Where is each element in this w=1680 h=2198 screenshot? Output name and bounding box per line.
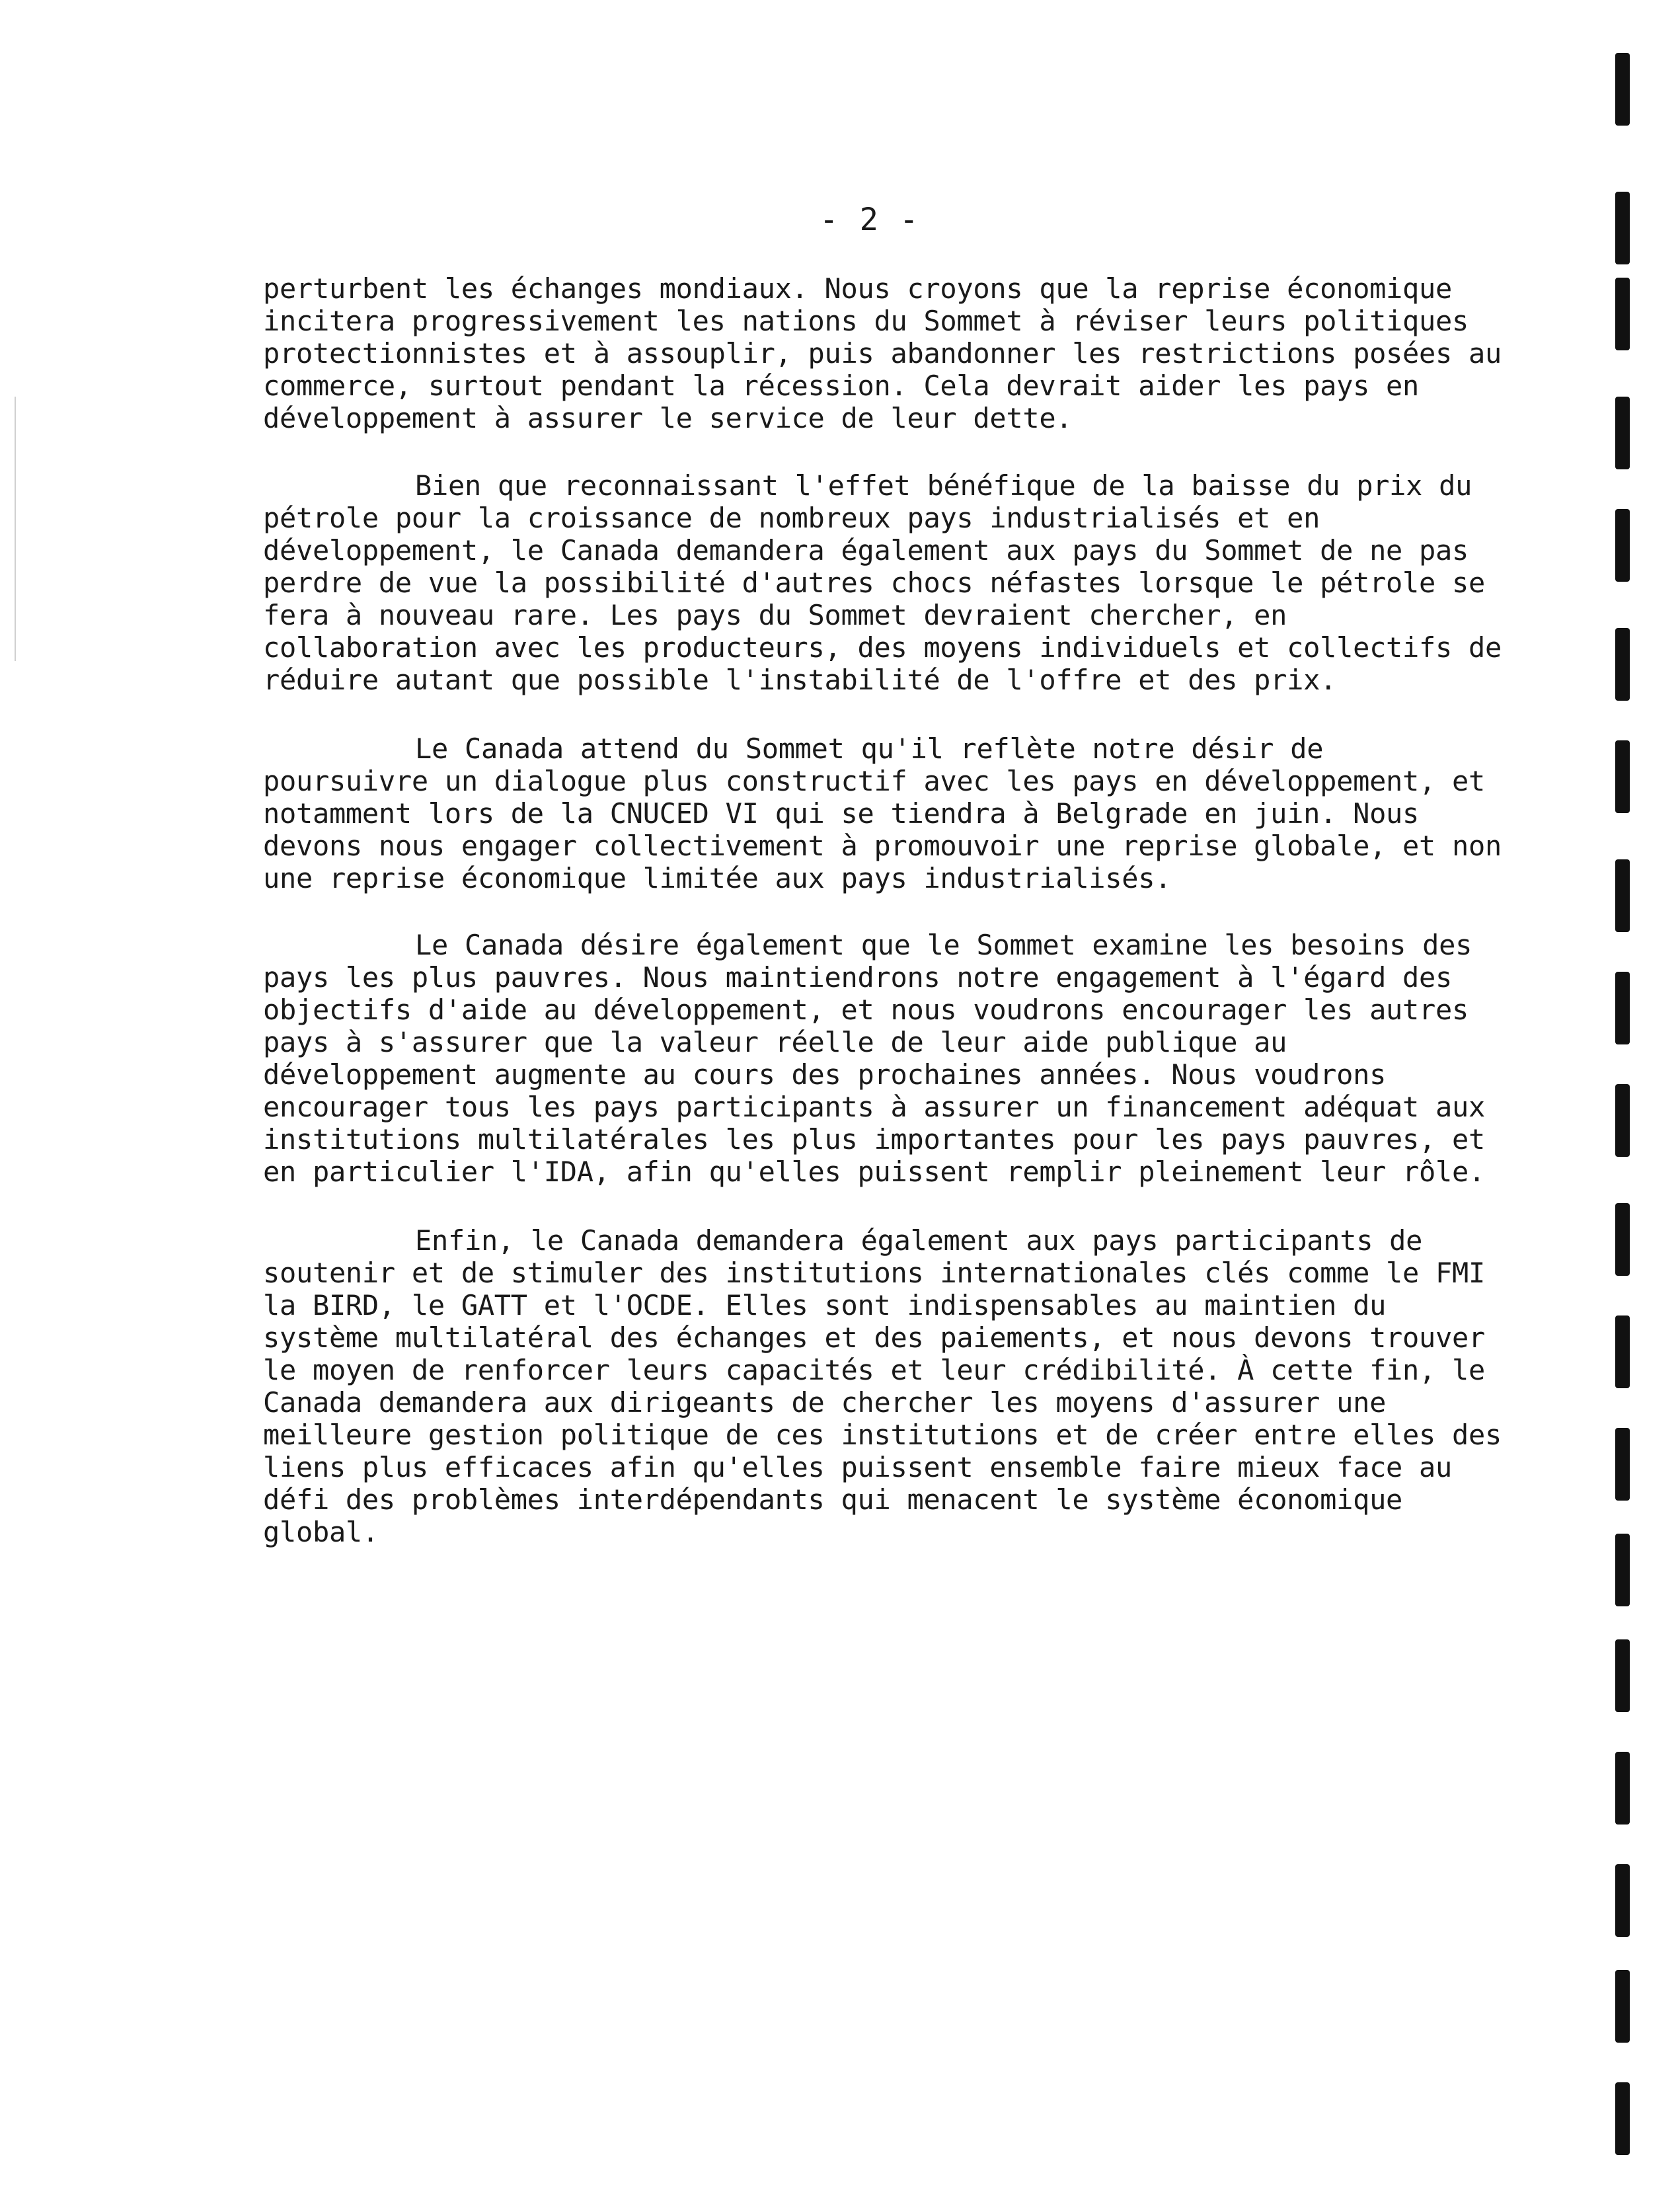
text-line: en particulier l'IDA, afin qu'elles puissent remplir pleinement leur rôle. [263, 1156, 1485, 1188]
binder-mark [1615, 1970, 1630, 2043]
text-line: pétrole pour la croissance de nombreux pays industrialisés et en [263, 502, 1320, 534]
text-line: le moyen de renforcer leurs capacités et leur crédibilité. À cette fin, le [263, 1354, 1485, 1386]
text-line: réduire autant que possible l'instabilité de l'offre et des prix. [263, 664, 1337, 696]
binder-mark [1615, 1752, 1630, 1825]
text-line: perdre de vue la possibilité d'autres chocs néfastes lorsque le pétrole se [263, 567, 1485, 599]
binder-mark [1615, 628, 1630, 701]
text-line: collaboration avec les producteurs, des moyens individuels et collectifs de [263, 631, 1502, 664]
binder-mark [1615, 192, 1630, 264]
text-line: meilleure gestion politique de ces institutions et de créer entre elles des [263, 1419, 1502, 1451]
text-line: développement augmente au cours des prochaines années. Nous voudrons [263, 1058, 1387, 1091]
text-line: encourager tous les pays participants à assurer un financement adéquat aux [263, 1091, 1485, 1123]
binder-mark [1615, 1084, 1630, 1157]
paragraph-3 [263, 732, 1558, 894]
text-line: pays à s'assurer que la valeur réelle de leur aide publique au [263, 1026, 1287, 1058]
text-line: Le Canada désire également que le Sommet examine les besoins des [415, 929, 1472, 961]
text-line: Le Canada attend du Sommet qu'il reflète notre désir de [415, 732, 1324, 765]
binder-mark [1615, 397, 1630, 469]
text-line: Bien que reconnaissant l'effet bénéfique de la baisse du prix du [415, 469, 1472, 502]
text-line: perturbent les échanges mondiaux. Nous croyons que la reprise économique [263, 272, 1453, 305]
text-line: incitera progressivement les nations du Sommet à réviser leurs politiques [263, 305, 1469, 337]
paragraph-5 [263, 1224, 1558, 1548]
text-line: fera à nouveau rare. Les pays du Sommet devraient chercher, en [263, 599, 1287, 631]
paragraph-2 [263, 469, 1558, 696]
text-line: poursuivre un dialogue plus constructif avec les pays en développement, et [263, 765, 1485, 797]
paragraph-1 [263, 272, 1558, 434]
binder-mark [1615, 1864, 1630, 1937]
text-line: notamment lors de la CNUCED VI qui se tiendra à Belgrade en juin. Nous [263, 797, 1420, 830]
text-line: soutenir et de stimuler des institutions internationales clés comme le FMI [263, 1257, 1485, 1289]
binder-mark [1615, 509, 1630, 582]
text-line: défi des problèmes interdépendants qui menacent le système économique [263, 1483, 1403, 1516]
binder-mark [1615, 859, 1630, 932]
text-line: devons nous engager collectivement à promouvoir une reprise globale, et non [263, 830, 1502, 862]
binder-mark [1615, 2082, 1630, 2155]
binder-mark [1615, 278, 1630, 350]
binder-mark [1615, 972, 1630, 1044]
page-number: - 2 - [820, 202, 920, 238]
text-line: système multilatéral des échanges et des paiements, et nous devons trouver [263, 1321, 1485, 1354]
margin-rule [15, 397, 16, 661]
binder-mark [1615, 53, 1630, 126]
text-line: objectifs d'aide au développement, et nous voudrons encourager les autres [263, 994, 1469, 1026]
text-line: la BIRD, le GATT et l'OCDE. Elles sont indispensables au maintien du [263, 1289, 1387, 1321]
text-line: Enfin, le Canada demandera également aux pays participants de [415, 1224, 1423, 1257]
text-line: pays les plus pauvres. Nous maintiendrons notre engagement à l'égard des [263, 961, 1453, 994]
text-line: développement, le Canada demandera également aux pays du Sommet de ne pas [263, 534, 1469, 567]
text-line: Canada demandera aux dirigeants de chercher les moyens d'assurer une [263, 1386, 1387, 1419]
text-line: institutions multilatérales les plus importantes pour les pays pauvres, et [263, 1123, 1485, 1156]
text-line: commerce, surtout pendant la récession. Cela devrait aider les pays en [263, 370, 1420, 402]
text-line: une reprise économique limitée aux pays industrialisés. [263, 862, 1172, 894]
text-line: protectionnistes et à assouplir, puis abandonner les restrictions posées au [263, 337, 1502, 370]
binder-mark [1615, 1639, 1630, 1712]
text-line: développement à assurer le service de leur dette. [263, 402, 1073, 434]
paragraph-4 [263, 929, 1558, 1188]
binder-mark [1615, 1315, 1630, 1388]
text-line: global. [263, 1516, 379, 1548]
binder-mark [1615, 1428, 1630, 1501]
text-line: liens plus efficaces afin qu'elles puissent ensemble faire mieux face au [263, 1451, 1453, 1483]
binder-mark [1615, 1203, 1630, 1276]
binder-mark [1615, 740, 1630, 813]
binder-mark [1615, 1534, 1630, 1606]
